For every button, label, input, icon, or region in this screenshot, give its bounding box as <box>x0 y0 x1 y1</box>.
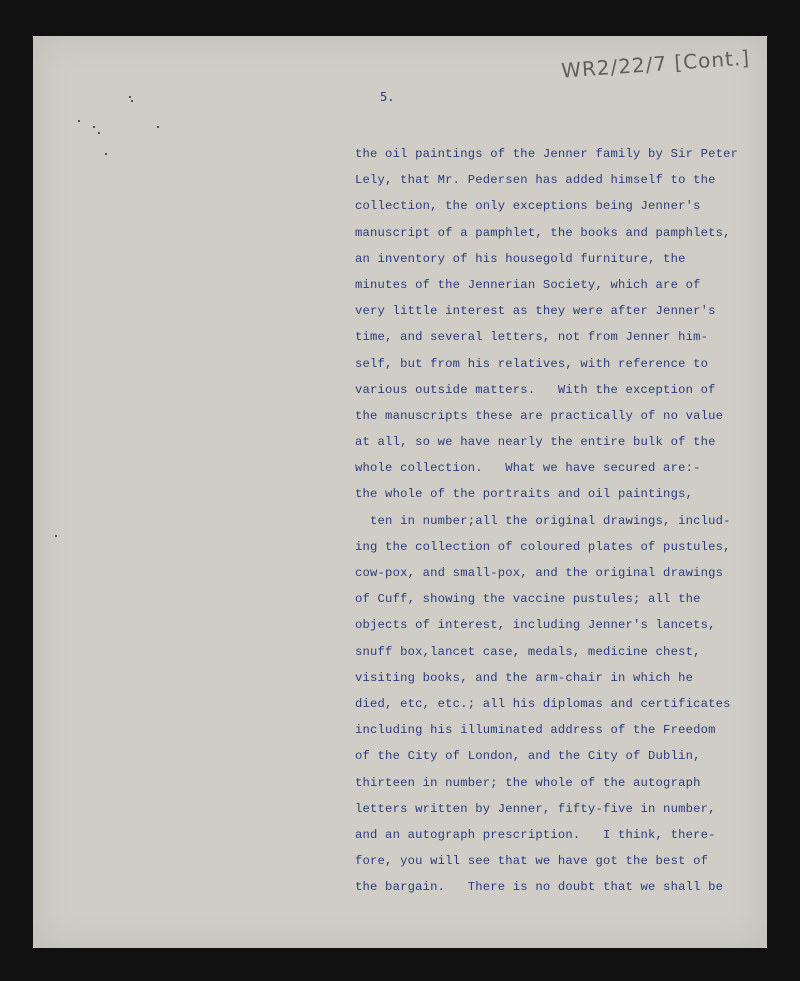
paper-speck <box>55 535 57 537</box>
text-line: ing the collection of coloured plates of pustules, <box>355 539 731 554</box>
paper-speck <box>157 126 159 128</box>
page-number: 5. <box>380 90 395 104</box>
text-line: the bargain. There is no doubt that we shall be <box>355 880 724 895</box>
paper-speck <box>78 120 80 122</box>
text-line: thirteen in number; the whole of the autograph <box>355 775 701 790</box>
text-line: at all, so we have nearly the entire bulk of the <box>355 435 716 450</box>
paper-speck <box>93 126 95 128</box>
text-line: snuff box,lancet case, medals, medicine chest, <box>355 644 701 659</box>
text-line: letters written by Jenner, fifty-five in number, <box>355 801 716 816</box>
text-line: objects of interest, including Jenner's lancets, <box>355 618 716 633</box>
text-line: manuscript of a pamphlet, the books and pamphlets, <box>355 225 731 240</box>
text-line: of Cuff, showing the vaccine pustules; all the <box>355 592 701 607</box>
text-line: minutes of the Jennerian Society, which are of <box>355 277 701 292</box>
text-line: very little interest as they were after Jenner's <box>355 304 716 319</box>
paper-speck <box>129 96 131 98</box>
text-line: including his illuminated address of the Freedom <box>355 723 716 738</box>
paper-speck <box>105 153 107 155</box>
letter-body <box>355 141 755 900</box>
text-line: of the City of London, and the City of Dublin, <box>355 749 701 764</box>
text-line: an inventory of his housegold furniture, the <box>355 251 686 266</box>
text-line: whole collection. What we have secured are:- <box>355 461 701 476</box>
text-line: and an autograph prescription. I think, there- <box>355 827 716 842</box>
paper-speck <box>98 132 100 134</box>
text-line: cow-pox, and small-pox, and the original drawings <box>355 566 724 580</box>
text-line: the whole of the portraits and oil paintings, <box>355 487 694 502</box>
text-line: Lely, that Mr. Pedersen has added himself to the <box>355 173 716 188</box>
text-line: died, etc, etc.; all his diplomas and certificates <box>355 696 731 711</box>
text-line: time, and several letters, not from Jenner him- <box>355 330 709 345</box>
text-line: the manuscripts these are practically of no value <box>355 408 724 423</box>
document-page <box>33 36 767 948</box>
text-line: fore, you will see that we have got the best of <box>355 854 709 869</box>
archive-reference: WR2/22/7 [Cont.] <box>560 45 751 83</box>
text-line: collection, the only exceptions being Jenner's <box>355 199 701 214</box>
text-line: various outside matters. With the exception of <box>355 382 716 397</box>
text-line: visiting books, and the arm-chair in which he <box>355 670 694 685</box>
text-line: ten in number;all the original drawings, includ- <box>355 513 731 528</box>
paper-speck <box>131 100 133 102</box>
text-line: the oil paintings of the Jenner family by Sir Peter <box>355 147 739 161</box>
text-line: self, but from his relatives, with reference to <box>355 356 709 371</box>
